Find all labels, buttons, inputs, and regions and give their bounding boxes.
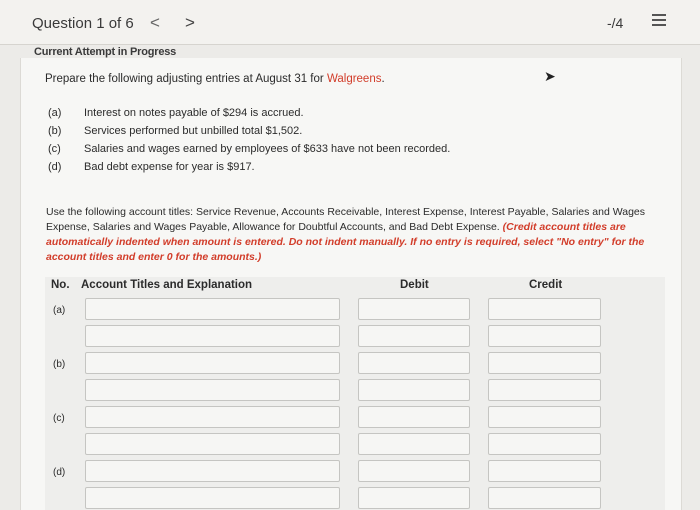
company-name: Walgreens [326,73,382,85]
account-title-field[interactable] [85,433,340,455]
credit-field[interactable] [488,406,601,428]
journal-entry-table [45,277,665,510]
item-letter: (b) [48,125,62,137]
next-question-icon[interactable]: > [185,13,195,32]
question-list-icon[interactable] [652,14,666,28]
row-label: (d) [53,467,66,478]
debit-field[interactable] [358,433,470,455]
prompt-period: . [381,73,385,85]
attempt-status: Current Attempt in Progress [34,46,177,58]
row-label: (b) [53,359,66,370]
instructions [46,205,656,265]
instructions-note: (Credit account titles are automatically indented when amount is entered. Do not indent manually. If no entry is required, select "No entry" for the account titles and enter 0 for the amounts.) [46,221,645,263]
debit-field[interactable] [358,352,470,374]
question-prompt [45,73,385,85]
item-letter: (d) [48,161,62,173]
item-text: Services performed but unbilled total $1,502. [84,125,303,137]
account-title-field[interactable] [85,487,340,509]
list-item [48,104,450,122]
table-header [45,277,665,295]
list-item [48,122,450,140]
list-item [48,140,450,158]
header-credit: Credit [529,279,563,291]
prompt-text: Prepare the following adjusting entries at August 31 for [45,73,324,85]
debit-field[interactable] [358,487,470,509]
header-account: Account Titles and Explanation [81,279,253,291]
question-header [0,0,700,45]
credit-field[interactable] [488,379,601,401]
item-letter: (a) [48,107,62,119]
credit-field[interactable] [488,298,601,320]
credit-field[interactable] [488,352,601,374]
list-item [48,158,450,176]
transaction-list [48,104,450,176]
debit-field[interactable] [358,298,470,320]
debit-field[interactable] [358,460,470,482]
header-no: No. [51,279,70,291]
account-title-field[interactable] [85,298,340,320]
item-text: Salaries and wages earned by employees of $633 have not been recorded. [84,143,451,155]
credit-field[interactable] [488,433,601,455]
credit-field[interactable] [488,487,601,509]
item-text: Bad debt expense for year is $917. [84,161,255,173]
item-text: Interest on notes payable of $294 is accrued. [84,107,304,119]
item-letter: (c) [48,143,61,155]
row-label: (a) [53,305,66,316]
account-title-field[interactable] [85,325,340,347]
mouse-cursor-icon: ➤ [544,68,556,84]
account-title-field[interactable] [85,352,340,374]
score-label: -/4 [607,15,624,31]
account-title-field[interactable] [85,460,340,482]
question-title: Question 1 of 6 [32,15,134,32]
account-title-field[interactable] [85,379,340,401]
header-debit: Debit [400,279,429,291]
account-title-field[interactable] [85,406,340,428]
debit-field[interactable] [358,379,470,401]
instructions-text: Use the following account titles: Service Revenue, Accounts Receivable, Interest Expense, Interest Payable, Salaries and Wages Expense, Salaries and Wages Payable, Allowance for Doubtful Accounts, and Bad Debt Expense. [46,206,646,233]
debit-field[interactable] [358,406,470,428]
debit-field[interactable] [358,325,470,347]
credit-field[interactable] [488,325,601,347]
row-label: (c) [53,413,65,424]
previous-question-icon[interactable]: < [150,13,160,32]
credit-field[interactable] [488,460,601,482]
